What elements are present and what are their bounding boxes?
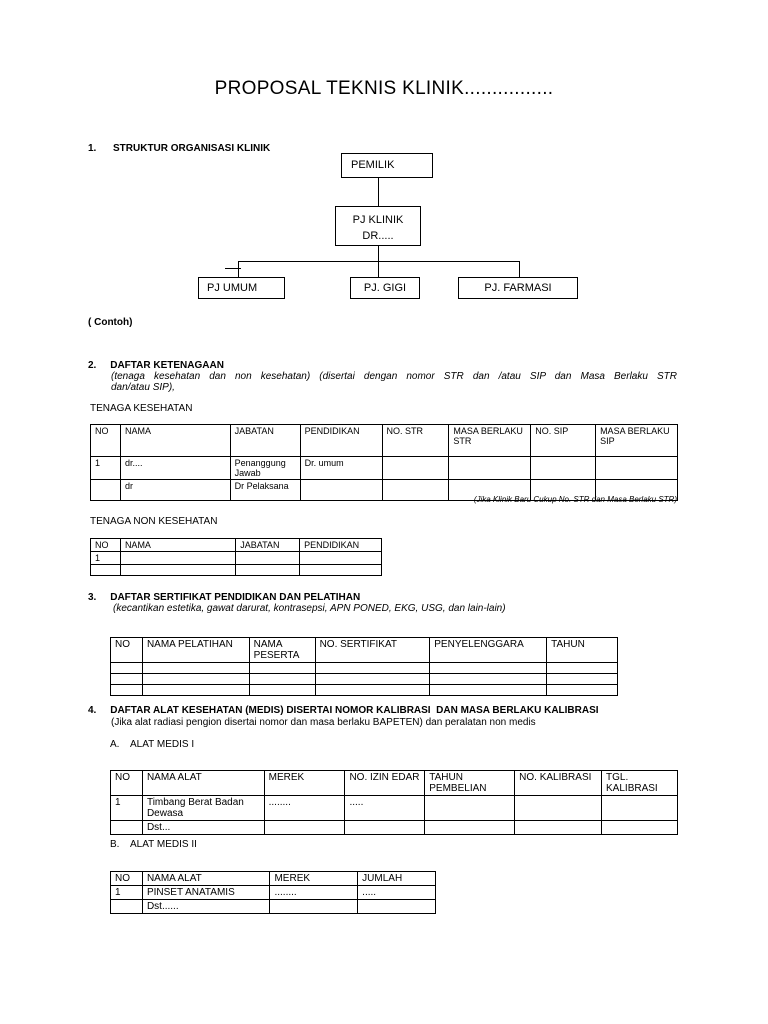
table-header: NO. IZIN EDAR	[345, 771, 425, 796]
org-pj-dr-label: DR.....	[362, 230, 394, 242]
table-cell	[300, 565, 382, 576]
table-cell	[111, 900, 143, 914]
page-title: PROPOSAL TEKNIS KLINIK................	[214, 78, 554, 99]
org-pj-umum-label: PJ UMUM	[207, 282, 258, 294]
table-cell	[236, 565, 300, 576]
section-2-heading: 2. DAFTAR KETENAGAAN	[88, 360, 224, 371]
table-header: MEREK	[264, 771, 345, 796]
table-header: PENYELENGGARA	[430, 638, 547, 663]
table-cell	[515, 821, 602, 835]
table-header: JABATAN	[230, 425, 300, 457]
org-pj-gigi-label: PJ. GIGI	[363, 282, 407, 294]
pelatihan-table	[110, 637, 618, 696]
alat-medis-ii-table	[110, 871, 436, 914]
table-row	[111, 685, 618, 696]
table-row	[111, 663, 618, 674]
table-header: TAHUN PEMBELIAN	[425, 771, 515, 796]
table-cell: PINSET ANATAMIS	[142, 886, 270, 900]
table-header: NO. STR	[382, 425, 449, 457]
table-cell: Dr Pelaksana	[230, 480, 300, 501]
org-pj-gigi-box	[350, 277, 420, 299]
table-cell	[531, 457, 596, 480]
table-cell	[602, 821, 678, 835]
table-header: NAMA PESERTA	[249, 638, 315, 663]
table-header-row	[111, 872, 436, 886]
tenaga-non-kesehatan-label: TENAGA NON KESEHATAN	[90, 516, 218, 527]
table-cell	[111, 821, 143, 835]
table-header: MASA BERLAKU SIP	[596, 425, 678, 457]
table-cell	[596, 457, 678, 480]
table-header: NAMA PELATIHAN	[142, 638, 249, 663]
table-cell: Dst......	[142, 900, 270, 914]
table-header-row	[111, 638, 618, 663]
section-3-desc: (kecantikan estetika, gawat darurat, kontrasepsi, APN PONED, EKG, USG, dan lain-lain)	[113, 603, 506, 614]
table-cell: dr	[120, 480, 230, 501]
table-cell	[602, 796, 678, 821]
table-header-row	[91, 425, 678, 457]
table-header: NO. SIP	[531, 425, 596, 457]
table-cell: 1	[91, 552, 121, 565]
table-cell	[236, 552, 300, 565]
section-2-desc-line1: (tenaga kesehatan dan non kesehatan) (disertai dengan nomor STR dan /atau SIP dan Masa Berlaku STR	[111, 371, 677, 382]
table-row	[91, 457, 678, 480]
table-cell: .....	[358, 886, 436, 900]
table-row	[111, 796, 678, 821]
org-pj-klinik-label: PJ KLINIK	[352, 214, 404, 226]
table-header: PENDIDIKAN	[300, 539, 382, 552]
table-row	[91, 552, 382, 565]
table-cell	[382, 457, 449, 480]
table-header-row	[91, 539, 382, 552]
org-owner-label: PEMILIK	[351, 159, 395, 171]
table-header: NO	[111, 771, 143, 796]
table-cell: 1	[111, 886, 143, 900]
table-header: NO	[91, 425, 121, 457]
table-row	[111, 821, 678, 835]
org-connector	[238, 261, 520, 262]
org-pj-farmasi-label: PJ. FARMASI	[484, 282, 552, 294]
section-4-desc: (Jika alat radiasi pengion disertai nomor dan masa berlaku BAPETEN) dan peralatan non medis	[111, 717, 536, 728]
table-header: NO	[91, 539, 121, 552]
table-cell: Penanggung Jawab	[230, 457, 300, 480]
table-row	[111, 674, 618, 685]
org-pj-umum-box	[198, 277, 285, 299]
org-connector	[225, 268, 241, 269]
table-cell: Dr. umum	[300, 457, 382, 480]
table-cell	[425, 821, 515, 835]
table-header: NO	[111, 872, 143, 886]
org-connector	[378, 178, 379, 206]
table-header: TGL. KALIBRASI	[602, 771, 678, 796]
table-cell	[120, 552, 235, 565]
table-cell	[345, 821, 425, 835]
table-header: MASA BERLAKU STR	[449, 425, 531, 457]
tenaga-kesehatan-table	[90, 424, 678, 501]
section-3-heading: 3. DAFTAR SERTIFIKAT PENDIDIKAN DAN PELATIHAN	[88, 592, 361, 603]
org-owner-box	[341, 153, 433, 178]
table-cell	[120, 565, 235, 576]
table-cell: .....	[345, 796, 425, 821]
table-header: NAMA	[120, 425, 230, 457]
table-cell	[91, 565, 121, 576]
table-header: TAHUN	[547, 638, 618, 663]
org-connector	[519, 261, 520, 277]
tenaga-kesehatan-note: (Jika Klinik Baru Cukup No. STR dan Masa Berlaku STR)	[473, 495, 677, 504]
tenaga-non-kesehatan-table	[90, 538, 382, 576]
table-header: NO	[111, 638, 143, 663]
org-example-note: ( Contoh)	[88, 317, 133, 328]
table-header: JUMLAH	[358, 872, 436, 886]
table-cell: Dst...	[142, 821, 264, 835]
table-cell	[449, 457, 531, 480]
table-cell: dr....	[120, 457, 230, 480]
table-cell: 1	[111, 796, 143, 821]
table-header: JABATAN	[236, 539, 300, 552]
table-row	[91, 565, 382, 576]
table-cell	[264, 821, 345, 835]
section-1-heading: 1. STRUKTUR ORGANISASI KLINIK	[88, 143, 271, 154]
table-cell	[91, 480, 121, 501]
org-pj-klinik-box	[335, 206, 421, 246]
table-cell	[300, 552, 382, 565]
table-cell: 1	[91, 457, 121, 480]
alat-medis-ii-label: B. ALAT MEDIS II	[110, 839, 197, 850]
table-header: PENDIDIKAN	[300, 425, 382, 457]
section-4-heading: 4. DAFTAR ALAT KESEHATAN (MEDIS) DISERTAI NOMOR KALIBRASI DAN MASA BERLAKU KALIBRASI	[88, 705, 599, 716]
section-2-desc-line2: dan/atau SIP),	[111, 382, 175, 393]
table-row	[111, 886, 436, 900]
alat-medis-i-label: A. ALAT MEDIS I	[110, 739, 195, 750]
table-header: NO. SERTIFIKAT	[315, 638, 430, 663]
table-header-row	[111, 771, 678, 796]
table-header: NAMA ALAT	[142, 872, 270, 886]
table-header: NAMA	[120, 539, 235, 552]
table-row	[111, 900, 436, 914]
alat-medis-i-table	[110, 770, 678, 835]
tenaga-kesehatan-label: TENAGA KESEHATAN	[90, 403, 193, 414]
table-header: NO. KALIBRASI	[515, 771, 602, 796]
table-cell: ........	[270, 886, 358, 900]
table-header: NAMA ALAT	[142, 771, 264, 796]
table-cell	[515, 796, 602, 821]
table-cell	[425, 796, 515, 821]
org-pj-farmasi-box	[458, 277, 578, 299]
table-header: MEREK	[270, 872, 358, 886]
table-cell: Timbang Berat Badan Dewasa	[142, 796, 264, 821]
table-cell: ........	[264, 796, 345, 821]
table-cell	[358, 900, 436, 914]
table-cell	[270, 900, 358, 914]
